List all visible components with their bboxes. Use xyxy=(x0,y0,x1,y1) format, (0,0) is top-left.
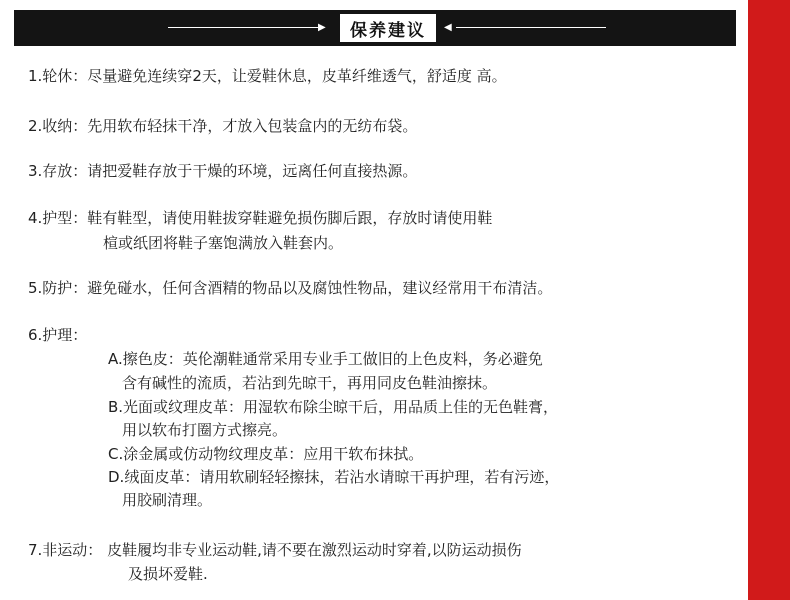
care-a-line1: A.擦色皮：英伦潮鞋通常采用专业手工做旧的上色皮料，务必避免 xyxy=(108,350,543,368)
tip-protection: 5.防护：避免碰水，任何含酒精的物品以及腐蚀性物品，建议经常用干布清洁。 xyxy=(28,279,553,297)
header-rule-right xyxy=(456,27,606,28)
arrow-right-icon: ▶ xyxy=(318,22,326,33)
header-rule-left xyxy=(168,27,318,28)
tip-storage-place: 3.存放：请把爱鞋存放于干燥的环境，远离任何直接热源。 xyxy=(28,162,418,180)
care-b-line1: B.光面或纹理皮革：用湿软布除尘晾干后，用品质上佳的无色鞋膏， xyxy=(108,398,559,416)
tip-rotation: 1.轮休：尽量避免连续穿2天，让爱鞋休息，皮革纤维透气，舒适度 高。 xyxy=(28,67,507,85)
arrow-left-icon: ◀ xyxy=(444,22,452,33)
care-d-line2: 用胶刷清理。 xyxy=(122,491,213,509)
section-header xyxy=(14,10,736,46)
tip-storage-bag: 2.收纳：先用软布轻抹干净，才放入包装盒内的无纺布袋。 xyxy=(28,117,418,135)
care-b-line2: 用以软布打圈方式擦亮。 xyxy=(122,421,288,439)
care-c-line1: C.涂金属或仿动物纹理皮革：应用干软布抹拭。 xyxy=(108,445,424,463)
section-title: 保养建议 xyxy=(340,14,436,42)
side-accent-bar xyxy=(748,0,790,600)
tip-shape-line2: 楦或纸团将鞋子塞饱满放入鞋套内。 xyxy=(103,234,344,252)
care-a-line2: 含有碱性的流质，若沾到先晾干，再用同皮色鞋油擦抹。 xyxy=(122,374,498,392)
care-d-line1: D.绒面皮革：请用软刷轻轻擦抹，若沾水请晾干再护理，若有污迹， xyxy=(108,468,560,486)
tip-non-sport-line1: 7.非运动： 皮鞋履均非专业运动鞋,请不要在激烈运动时穿着,以防运动损伤 xyxy=(28,541,522,559)
tip-care-heading: 6.护理： xyxy=(28,326,88,344)
tip-shape-line1: 4.护型：鞋有鞋型，请使用鞋拔穿鞋避免损伤脚后跟，存放时请使用鞋 xyxy=(28,209,493,227)
tip-non-sport-line2: 及损坏爱鞋. xyxy=(128,565,208,583)
